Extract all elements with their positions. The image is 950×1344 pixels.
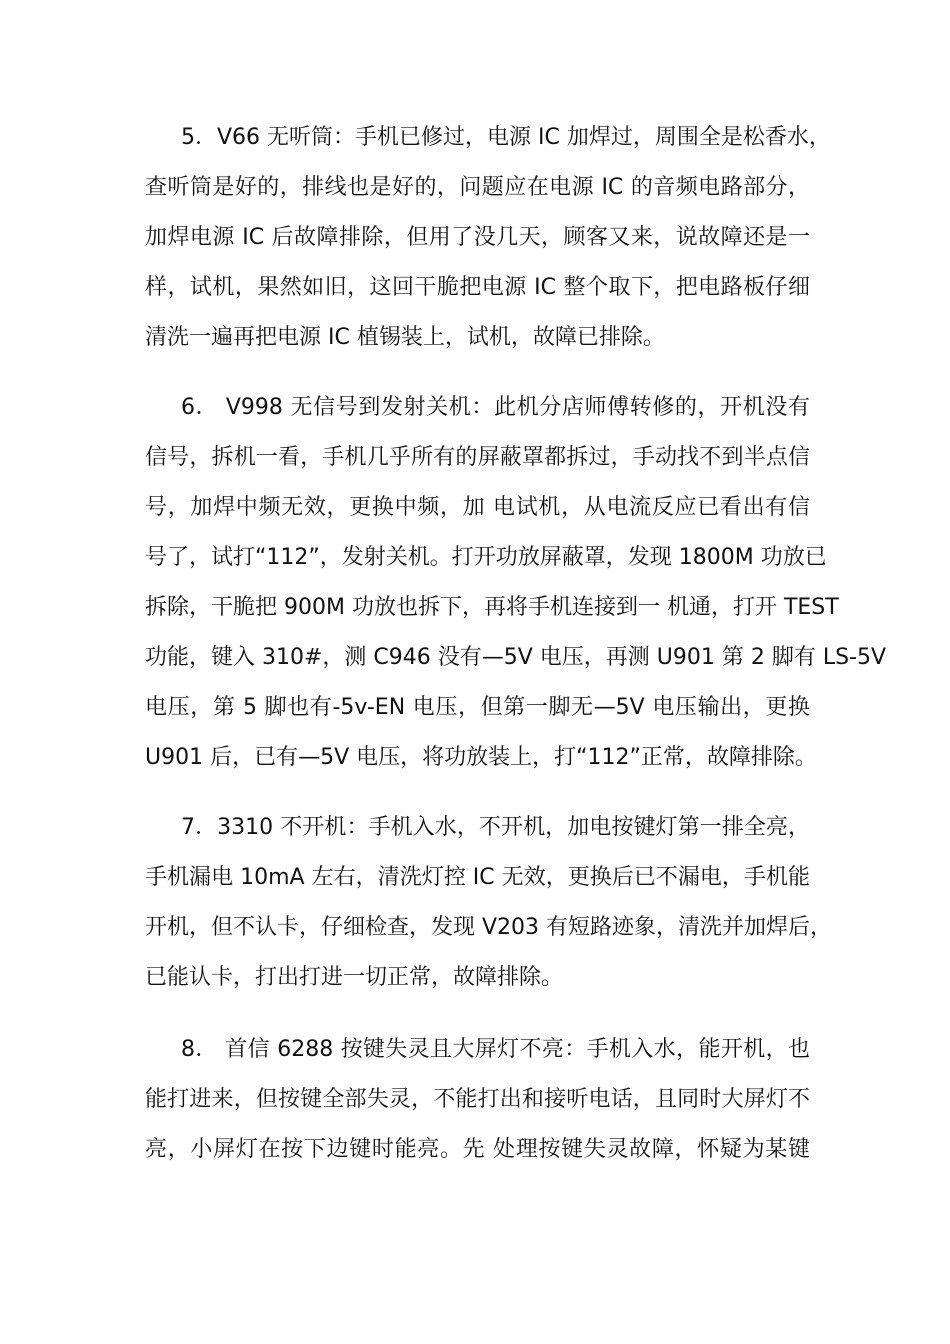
text-line: 能打进来，但按键全部失灵，不能打出和接听电话，且同时大屏灯不 — [145, 1087, 810, 1112]
text-line: 功能，键入 310#，测 C946 没有—5V 电压，再测 U901 第 2 脚有 LS-5V — [145, 645, 887, 670]
text-line: 查听筒是好的，排线也是好的，问题应在电源 IC 的音频电路部分， — [145, 175, 810, 200]
text-line: 清洗一遍再把电源 IC 植锡装上，试机，故障已排除。 — [145, 325, 665, 350]
text-line: 电压，第 5 脚也有-5v-EN 电压，但第一脚无—5V 电压输出，更换 — [145, 695, 810, 720]
text-line: 信号，拆机一看，手机几乎所有的屏蔽罩都拆过，手动找不到半点信 — [145, 445, 810, 470]
text-line: 样，试机，果然如旧，这回干脆把电源 IC 整个取下，把电路板仔细 — [145, 275, 810, 300]
text-line: 8． 首信 6288 按键失灵且大屏灯不亮：手机入水，能开机，也 — [181, 1037, 810, 1062]
paragraph-5 — [145, 113, 831, 363]
paragraph-6 — [145, 383, 887, 783]
text-line: 号，加焊中频无效，更换中频，加 电试机，从电流反应已看出有信 — [145, 495, 810, 520]
text-line: 7．3310 不开机：手机入水，不开机，加电按键灯第一排全亮， — [181, 815, 810, 840]
text-line: 加焊电源 IC 后故障排除，但用了没几天，顾客又来，说故障还是一 — [145, 225, 810, 250]
paragraph-8 — [145, 1025, 810, 1175]
paragraph-7 — [145, 803, 833, 1003]
text-line: 开机，但不认卡，仔细检查，发现 V203 有短路迹象，清洗并加焊后， — [145, 915, 833, 940]
text-line: U901 后，已有—5V 电压，将功放装上，打“112”正常，故障排除。 — [145, 745, 817, 770]
text-line: 手机漏电 10mA 左右，清洗灯控 IC 无效，更换后已不漏电，手机能 — [145, 865, 810, 890]
text-line: 已能认卡，打出打进一切正常，故障排除。 — [145, 965, 564, 990]
text-line: 5．V66 无听筒：手机已修过，电源 IC 加焊过，周围全是松香水， — [181, 125, 831, 150]
text-line: 号了，试打“112”，发射关机。打开功放屏蔽罩，发现 1800M 功放已 — [145, 545, 827, 570]
text-line: 拆除，干脆把 900M 功放也拆下，再将手机连接到一 机通，打开 TEST — [145, 595, 839, 620]
text-line: 6． V998 无信号到发射关机：此机分店师傅转修的，开机没有 — [181, 395, 810, 420]
text-line: 亮，小屏灯在按下边键时能亮。先 处理按键失灵故障，怀疑为某键 — [145, 1137, 810, 1162]
